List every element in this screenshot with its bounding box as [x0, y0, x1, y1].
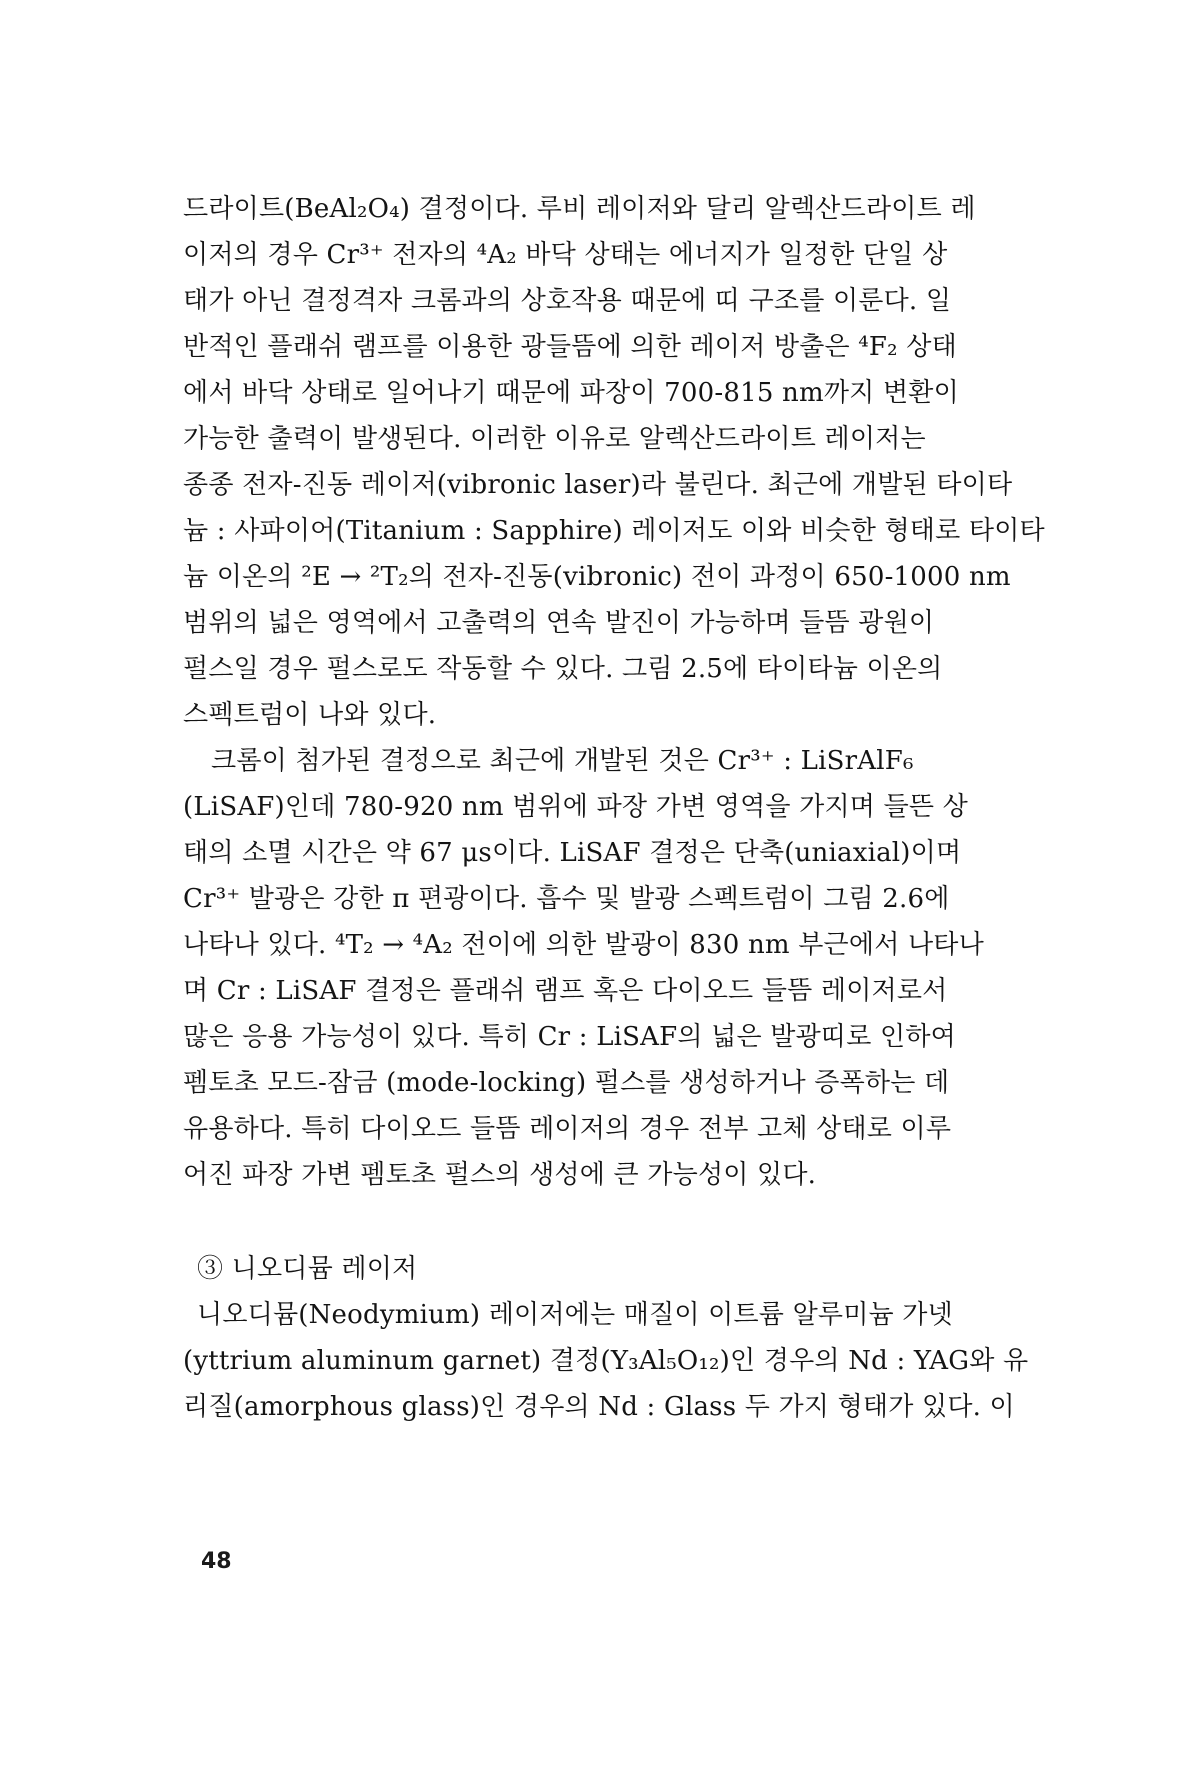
text-line: 범위의 넓은 영역에서 고출력의 연속 발진이 가능하며 들뜸 광원이 — [183, 608, 935, 638]
text-line: 이저의 경우 Cr³⁺ 전자의 ⁴A₂ 바닥 상태는 에너지가 일정한 단일 상 — [183, 240, 948, 270]
text-line: 반적인 플래쉬 램프를 이용한 광들뜸에 의한 레이저 방출은 ⁴F₂ 상태 — [183, 332, 957, 362]
text-line: (LiSAF)인데 780-920 nm 범위에 파장 가변 영역을 가지며 들뜬 상 — [183, 792, 969, 822]
text-line: 유용하다. 특히 다이오드 들뜸 레이저의 경우 전부 고체 상태로 이루 — [183, 1114, 952, 1144]
body-text — [183, 186, 1068, 1430]
paragraph-lisaf — [183, 738, 1068, 1198]
text-line: 며 Cr : LiSAF 결정은 플래쉬 램프 혹은 다이오드 들뜸 레이저로서 — [183, 976, 948, 1006]
text-line: 늄 이온의 ²E → ²T₂의 전자-진동(vibronic) 전이 과정이 650-1000 nm — [183, 562, 1011, 592]
text-line: 스펙트럼이 나와 있다. — [183, 700, 437, 730]
page-number: 48 — [201, 1549, 232, 1574]
paragraph-alexandrite — [183, 186, 1068, 738]
section-neodymium — [183, 1246, 1068, 1430]
section-heading: ③ 니오디뮴 레이저 — [197, 1254, 418, 1284]
text-line: 크롬이 첨가된 결정으로 최근에 개발된 것은 Cr³⁺ : LiSrAlF₆ — [211, 746, 914, 776]
text-line: 드라이트(BeAl₂O₄) 결정이다. 루비 레이저와 달리 알렉산드라이트 레 — [183, 194, 976, 224]
text-line: 태의 소멸 시간은 약 67 μs이다. LiSAF 결정은 단축(uniaxial)이며 — [183, 838, 962, 868]
text-line: 니오디뮴(Neodymium) 레이저에는 매질이 이트륨 알루미늄 가넷 — [197, 1300, 953, 1330]
text-line: 펄스일 경우 펄스로도 작동할 수 있다. 그림 2.5에 타이타늄 이온의 — [183, 654, 943, 684]
text-line: 가능한 출력이 발생된다. 이러한 이유로 알렉산드라이트 레이저는 — [183, 424, 926, 454]
text-line: 나타나 있다. ⁴T₂ → ⁴A₂ 전이에 의한 발광이 830 nm 부근에서 나타나 — [183, 930, 984, 960]
text-line: 어진 파장 가변 펨토초 펄스의 생성에 큰 가능성이 있다. — [183, 1160, 817, 1190]
text-line: 에서 바닥 상태로 일어나기 때문에 파장이 700-815 nm까지 변환이 — [183, 378, 959, 408]
text-line: Cr³⁺ 발광은 강한 π 편광이다. 흡수 및 발광 스펙트럼이 그림 2.6에 — [183, 884, 950, 914]
text-line: 많은 응용 가능성이 있다. 특히 Cr : LiSAF의 넓은 발광띠로 인하여 — [183, 1022, 956, 1052]
text-line: 리질(amorphous glass)인 경우의 Nd : Glass 두 가지 형태가 있다. 이 — [183, 1392, 1015, 1422]
text-line: (yttrium aluminum garnet) 결정(Y₃Al₅O₁₂)인 경우의 Nd : YAG와 유 — [183, 1346, 1029, 1376]
text-line: 펨토초 모드-잠금 (mode-locking) 펄스를 생성하거나 증폭하는 데 — [183, 1068, 950, 1098]
text-line: 태가 아닌 결정격자 크롬과의 상호작용 때문에 띠 구조를 이룬다. 일 — [183, 286, 952, 316]
text-line: 늄 : 사파이어(Titanium : Sapphire) 레이저도 이와 비슷한 형태로 타이타 — [183, 516, 1045, 546]
text-line: 종종 전자-진동 레이저(vibronic laser)라 불린다. 최근에 개발된 타이타 — [183, 470, 1013, 500]
